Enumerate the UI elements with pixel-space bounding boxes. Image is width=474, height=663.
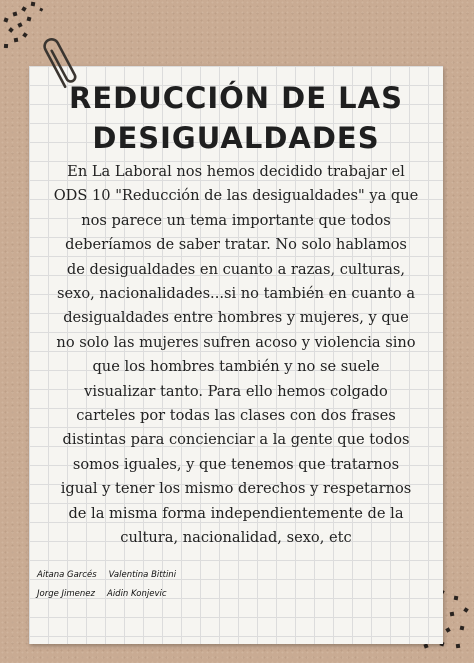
body-line: ODS 10 "Reducción de las desigualdades" ya que xyxy=(53,187,419,205)
body-line: visualizar tanto. Para ello hemos colgado xyxy=(84,382,388,400)
author-name: Valentina Bittini xyxy=(108,570,177,580)
paper-sheet xyxy=(29,66,443,644)
author-name: Aitana Garcés xyxy=(37,570,97,580)
body-line: somos iguales, y que tenemos que tratarnos xyxy=(72,455,400,473)
body-line: distintas para concienciar a la gente que todos xyxy=(62,431,410,449)
body-line: nos parece un tema importante que todos xyxy=(81,211,391,229)
body-line: que los hombres también y no se suele xyxy=(92,358,380,376)
body-line: de desigualdades en cuanto a razas, culturas, xyxy=(66,260,406,278)
page-title xyxy=(29,78,443,158)
body-line: En La Laboral nos hemos decidido trabajar el xyxy=(67,163,405,180)
authors-row xyxy=(37,585,237,604)
body-line: igual y tener los mismo derechos y respetarnos xyxy=(60,480,412,498)
body-line: cultura, nacionalidad, sexo, etc xyxy=(120,529,352,547)
body-line: carteles por todas las clases con dos frases xyxy=(76,407,396,425)
title-line-2: DESIGUALDADES xyxy=(92,121,380,155)
authors-block xyxy=(37,566,237,604)
body-line: deberíamos de saber tratar. No solo hablamos xyxy=(65,236,407,254)
author-name: Jorge Jimenez xyxy=(37,589,95,599)
body-line: desigualdades entre hombres y mujeres, y que xyxy=(63,309,409,327)
paperclip-icon xyxy=(40,32,82,96)
title-line-1: REDUCCIÓN DE LAS xyxy=(69,81,403,115)
body-text xyxy=(47,160,425,551)
authors-row xyxy=(37,566,237,585)
body-line: no solo las mujeres sufren acoso y violencia sino xyxy=(56,333,416,351)
author-name: Aidin Konjevic xyxy=(107,589,167,599)
body-line: de la misma forma independientemente de la xyxy=(68,504,404,522)
body-line: sexo, nacionalidades...si no también en cuanto a xyxy=(56,285,416,303)
